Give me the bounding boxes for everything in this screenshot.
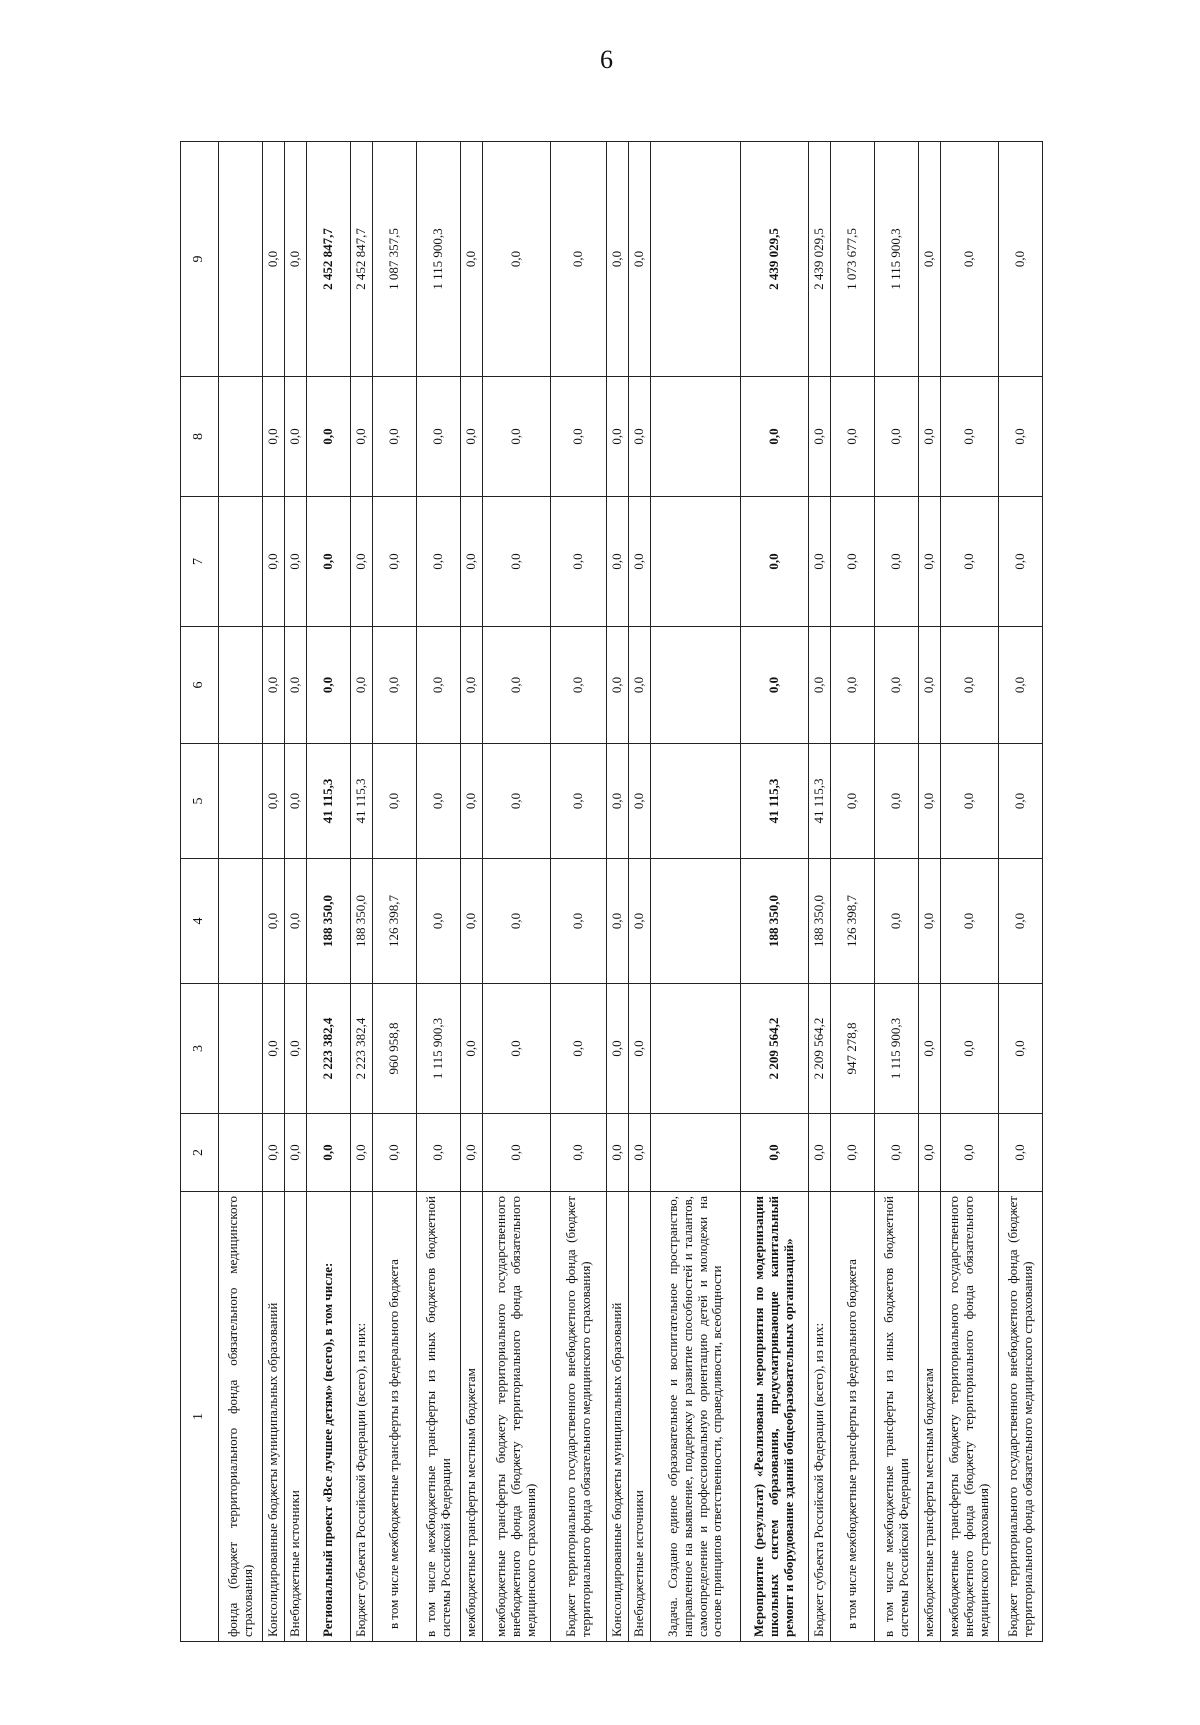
value-cell: 0,0	[285, 627, 307, 744]
value-cell: 0,0	[999, 627, 1043, 744]
value-cell: 0,0	[809, 497, 831, 627]
column-header: 1	[181, 1192, 219, 1642]
table-row	[741, 142, 809, 1642]
table-row	[461, 142, 483, 1642]
value-cell: 0,0	[809, 377, 831, 497]
value-cell: 0,0	[629, 744, 651, 859]
row-label: фонда (бюджет территориального фонда обязательного медицинского страхования)	[219, 1192, 263, 1642]
value-cell	[651, 142, 741, 377]
page-number: 6	[600, 45, 613, 74]
value-cell: 960 958,8	[373, 984, 417, 1114]
value-cell: 0,0	[809, 627, 831, 744]
value-cell: 2 439 029,5	[809, 142, 831, 377]
table-row	[999, 142, 1043, 1642]
row-label: Региональный проект «Все лучшее детям» (всего), в том числе:	[307, 1192, 351, 1642]
value-cell: 0,0	[831, 1114, 875, 1192]
value-cell: 1 115 900,3	[417, 142, 461, 377]
value-cell	[651, 984, 741, 1114]
value-cell: 0,0	[483, 142, 551, 377]
value-cell: 0,0	[741, 497, 809, 627]
value-cell: 0,0	[741, 627, 809, 744]
value-cell: 126 398,7	[831, 859, 875, 984]
value-cell	[651, 377, 741, 497]
column-header: 6	[181, 627, 219, 744]
value-cell: 0,0	[831, 627, 875, 744]
value-cell: 0,0	[941, 744, 999, 859]
value-cell: 0,0	[483, 627, 551, 744]
value-cell	[219, 497, 263, 627]
row-label: Мероприятие (результат) «Реализованы мероприятия по модернизации школьных систем образования, предусматривающие капитальный ремонт и оборудование зданий общеобразовательных организаций»	[741, 1192, 809, 1642]
value-cell: 0,0	[307, 627, 351, 744]
row-label: Внебюджетные источники	[285, 1192, 307, 1642]
value-cell: 0,0	[285, 497, 307, 627]
value-cell: 0,0	[351, 377, 373, 497]
value-cell: 0,0	[629, 984, 651, 1114]
value-cell: 0,0	[307, 377, 351, 497]
value-cell: 0,0	[263, 744, 285, 859]
budget-table	[180, 141, 1043, 1642]
value-cell: 0,0	[351, 497, 373, 627]
value-cell: 188 350,0	[351, 859, 373, 984]
value-cell: 0,0	[629, 859, 651, 984]
value-cell: 0,0	[875, 744, 919, 859]
value-cell: 0,0	[607, 377, 629, 497]
value-cell: 0,0	[461, 859, 483, 984]
column-header: 7	[181, 497, 219, 627]
value-cell: 0,0	[551, 744, 607, 859]
table-row	[483, 142, 551, 1642]
value-cell: 0,0	[875, 377, 919, 497]
table-row	[809, 142, 831, 1642]
value-cell: 0,0	[607, 1114, 629, 1192]
table-row	[941, 142, 999, 1642]
value-cell: 0,0	[461, 142, 483, 377]
value-cell: 2 439 029,5	[741, 142, 809, 377]
column-header: 4	[181, 859, 219, 984]
value-cell	[219, 859, 263, 984]
value-cell: 0,0	[551, 497, 607, 627]
value-cell: 1 115 900,3	[417, 984, 461, 1114]
value-cell: 0,0	[941, 142, 999, 377]
value-cell: 0,0	[941, 984, 999, 1114]
value-cell: 126 398,7	[373, 859, 417, 984]
value-cell: 0,0	[919, 744, 941, 859]
value-cell: 0,0	[551, 377, 607, 497]
value-cell: 0,0	[417, 497, 461, 627]
row-label: Консолидированные бюджеты муниципальных образований	[607, 1192, 629, 1642]
table-row	[285, 142, 307, 1642]
value-cell: 0,0	[307, 497, 351, 627]
value-cell: 1 115 900,3	[875, 142, 919, 377]
value-cell	[219, 627, 263, 744]
value-cell: 0,0	[629, 377, 651, 497]
value-cell	[219, 1114, 263, 1192]
value-cell: 0,0	[483, 377, 551, 497]
value-cell: 0,0	[263, 497, 285, 627]
value-cell: 0,0	[551, 1114, 607, 1192]
value-cell: 0,0	[607, 627, 629, 744]
value-cell	[651, 744, 741, 859]
value-cell: 0,0	[263, 142, 285, 377]
value-cell: 0,0	[351, 1114, 373, 1192]
value-cell	[219, 142, 263, 377]
row-label: межбюджетные трансферты бюджету территориального государственного внебюджетного фонда (бюджету территориального фонда обязательного медицинского страхования)	[941, 1192, 999, 1642]
row-label: в том числе межбюджетные трансферты из иных бюджетов бюджетной системы Российской Федерации	[875, 1192, 919, 1642]
value-cell: 0,0	[551, 984, 607, 1114]
value-cell: 0,0	[483, 984, 551, 1114]
table-header-row	[181, 142, 219, 1642]
value-cell: 0,0	[373, 627, 417, 744]
value-cell: 0,0	[263, 984, 285, 1114]
value-cell: 0,0	[999, 859, 1043, 984]
value-cell: 0,0	[941, 377, 999, 497]
value-cell: 0,0	[551, 142, 607, 377]
value-cell: 0,0	[875, 497, 919, 627]
value-cell: 0,0	[919, 627, 941, 744]
value-cell	[651, 497, 741, 627]
value-cell: 0,0	[417, 627, 461, 744]
value-cell: 0,0	[919, 377, 941, 497]
value-cell: 2 209 564,2	[741, 984, 809, 1114]
value-cell: 0,0	[607, 142, 629, 377]
value-cell: 0,0	[551, 859, 607, 984]
value-cell: 0,0	[607, 497, 629, 627]
value-cell	[219, 744, 263, 859]
value-cell	[219, 377, 263, 497]
value-cell: 0,0	[263, 377, 285, 497]
column-header: 8	[181, 377, 219, 497]
value-cell: 0,0	[461, 984, 483, 1114]
value-cell: 0,0	[919, 859, 941, 984]
column-header: 9	[181, 142, 219, 377]
value-cell: 0,0	[999, 1114, 1043, 1192]
value-cell: 41 115,3	[741, 744, 809, 859]
value-cell: 2 452 847,7	[351, 142, 373, 377]
value-cell: 0,0	[285, 859, 307, 984]
row-label: межбюджетные трансферты местным бюджетам	[461, 1192, 483, 1642]
value-cell: 0,0	[607, 744, 629, 859]
table-row	[417, 142, 461, 1642]
value-cell: 188 350,0	[307, 859, 351, 984]
value-cell: 0,0	[809, 1114, 831, 1192]
value-cell: 947 278,8	[831, 984, 875, 1114]
value-cell: 0,0	[285, 142, 307, 377]
table-row	[373, 142, 417, 1642]
value-cell: 0,0	[999, 377, 1043, 497]
column-header: 5	[181, 744, 219, 859]
value-cell: 188 350,0	[741, 859, 809, 984]
row-label: межбюджетные трансферты местным бюджетам	[919, 1192, 941, 1642]
value-cell: 0,0	[373, 377, 417, 497]
value-cell: 0,0	[285, 1114, 307, 1192]
value-cell: 0,0	[875, 627, 919, 744]
value-cell: 0,0	[831, 744, 875, 859]
row-label: Задача. Создано единое образовательное и воспитательное пространство, направленное на выявление, поддержку и развитие способностей и талантов, самоопределение и профессиональную ориентацию детей и молодежи на основе принципов ответственности, справедливости, всеобщности	[651, 1192, 741, 1642]
value-cell: 0,0	[285, 984, 307, 1114]
value-cell	[651, 1114, 741, 1192]
table-row	[629, 142, 651, 1642]
value-cell: 0,0	[607, 984, 629, 1114]
table-row	[263, 142, 285, 1642]
table-row	[831, 142, 875, 1642]
value-cell: 41 115,3	[307, 744, 351, 859]
row-label: Консолидированные бюджеты муниципальных образований	[263, 1192, 285, 1642]
value-cell: 2 223 382,4	[351, 984, 373, 1114]
value-cell: 0,0	[999, 497, 1043, 627]
value-cell: 0,0	[941, 497, 999, 627]
value-cell: 0,0	[629, 497, 651, 627]
column-header: 2	[181, 1114, 219, 1192]
value-cell: 1 115 900,3	[875, 984, 919, 1114]
row-label: Бюджет субъекта Российской Федерации (всего), из них:	[809, 1192, 831, 1642]
value-cell: 0,0	[629, 1114, 651, 1192]
value-cell: 0,0	[607, 859, 629, 984]
value-cell: 0,0	[941, 859, 999, 984]
row-label: в том числе межбюджетные трансферты из федерального бюджета	[373, 1192, 417, 1642]
row-label: межбюджетные трансферты бюджету территориального государственного внебюджетного фонда (бюджету территориального фонда обязательного медицинского страхования)	[483, 1192, 551, 1642]
value-cell: 0,0	[417, 377, 461, 497]
value-cell: 0,0	[999, 984, 1043, 1114]
table-body	[219, 142, 1043, 1642]
value-cell: 0,0	[373, 497, 417, 627]
table-row	[651, 142, 741, 1642]
column-header: 3	[181, 984, 219, 1114]
table-row	[607, 142, 629, 1642]
row-label: в том числе межбюджетные трансферты из иных бюджетов бюджетной системы Российской Федерации	[417, 1192, 461, 1642]
value-cell: 0,0	[741, 377, 809, 497]
value-cell: 0,0	[629, 142, 651, 377]
value-cell: 1 073 677,5	[831, 142, 875, 377]
value-cell: 0,0	[831, 497, 875, 627]
table-row	[551, 142, 607, 1642]
table-row	[219, 142, 263, 1642]
rotated-table-container	[180, 142, 1035, 1642]
row-label: Бюджет территориального государственного внебюджетного фонда (бюджет территориального фонда обязательного медицинского страхования)	[999, 1192, 1043, 1642]
table-row	[875, 142, 919, 1642]
value-cell: 0,0	[307, 1114, 351, 1192]
value-cell: 0,0	[417, 1114, 461, 1192]
value-cell: 0,0	[461, 497, 483, 627]
value-cell: 0,0	[875, 859, 919, 984]
value-cell: 0,0	[999, 744, 1043, 859]
value-cell: 0,0	[941, 1114, 999, 1192]
value-cell: 0,0	[551, 627, 607, 744]
row-label: Внебюджетные источники	[629, 1192, 651, 1642]
value-cell: 0,0	[919, 984, 941, 1114]
value-cell: 0,0	[263, 1114, 285, 1192]
value-cell: 0,0	[741, 1114, 809, 1192]
value-cell: 0,0	[263, 859, 285, 984]
value-cell: 0,0	[461, 1114, 483, 1192]
value-cell: 0,0	[919, 1114, 941, 1192]
value-cell: 0,0	[351, 627, 373, 744]
value-cell: 0,0	[919, 142, 941, 377]
table-row	[351, 142, 373, 1642]
table-row	[307, 142, 351, 1642]
value-cell: 0,0	[373, 1114, 417, 1192]
row-label: Бюджет территориального государственного внебюджетного фонда (бюджет территориального фонда обязательного медицинского страхования)	[551, 1192, 607, 1642]
value-cell	[651, 627, 741, 744]
value-cell: 2 223 382,4	[307, 984, 351, 1114]
value-cell: 0,0	[831, 377, 875, 497]
value-cell	[219, 984, 263, 1114]
value-cell: 0,0	[417, 859, 461, 984]
value-cell: 41 115,3	[351, 744, 373, 859]
value-cell	[651, 859, 741, 984]
value-cell: 0,0	[461, 744, 483, 859]
value-cell: 188 350,0	[809, 859, 831, 984]
value-cell: 0,0	[919, 497, 941, 627]
value-cell: 0,0	[263, 627, 285, 744]
value-cell: 2 452 847,7	[307, 142, 351, 377]
row-label: в том числе межбюджетные трансферты из федерального бюджета	[831, 1192, 875, 1642]
value-cell: 0,0	[285, 377, 307, 497]
value-cell: 0,0	[483, 744, 551, 859]
value-cell: 0,0	[999, 142, 1043, 377]
value-cell: 1 087 357,5	[373, 142, 417, 377]
value-cell: 0,0	[629, 627, 651, 744]
value-cell: 0,0	[941, 627, 999, 744]
value-cell: 0,0	[483, 1114, 551, 1192]
value-cell: 0,0	[875, 1114, 919, 1192]
value-cell: 0,0	[483, 859, 551, 984]
value-cell: 0,0	[417, 744, 461, 859]
value-cell: 0,0	[285, 744, 307, 859]
row-label: Бюджет субъекта Российской Федерации (всего), из них:	[351, 1192, 373, 1642]
value-cell: 0,0	[373, 744, 417, 859]
value-cell: 0,0	[461, 377, 483, 497]
value-cell: 2 209 564,2	[809, 984, 831, 1114]
table-row	[919, 142, 941, 1642]
value-cell: 0,0	[461, 627, 483, 744]
value-cell: 41 115,3	[809, 744, 831, 859]
value-cell: 0,0	[483, 497, 551, 627]
